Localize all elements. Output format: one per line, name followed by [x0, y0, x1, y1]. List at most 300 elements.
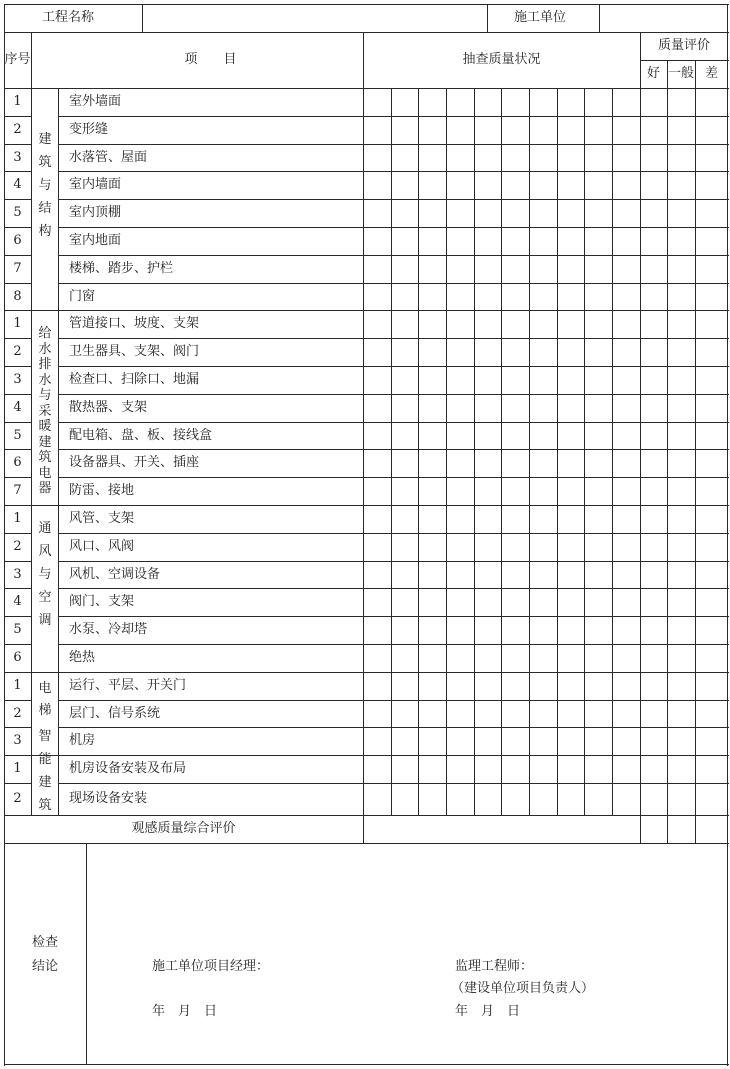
check-cell[interactable] — [419, 395, 446, 422]
check-cell[interactable] — [364, 423, 391, 449]
check-cell[interactable] — [530, 534, 557, 561]
check-cell[interactable] — [419, 172, 446, 199]
check-cell[interactable] — [475, 701, 501, 727]
check-cell[interactable] — [530, 367, 557, 394]
check-cell[interactable] — [447, 450, 474, 477]
check-cell[interactable] — [530, 117, 557, 144]
average-cell[interactable] — [668, 89, 695, 116]
check-cell[interactable] — [392, 423, 418, 449]
check-cell[interactable] — [447, 256, 474, 283]
check-cell[interactable] — [558, 172, 584, 199]
check-cell[interactable] — [392, 395, 418, 422]
check-cell[interactable] — [392, 117, 418, 144]
check-cell[interactable] — [475, 284, 501, 310]
check-cell[interactable] — [364, 228, 391, 255]
check-cell[interactable] — [502, 395, 529, 422]
check-cell[interactable] — [447, 534, 474, 561]
poor-cell[interactable] — [696, 117, 727, 144]
check-cell[interactable] — [613, 756, 640, 783]
check-cell[interactable] — [613, 117, 640, 144]
check-cell[interactable] — [419, 589, 446, 616]
average-cell[interactable] — [668, 756, 695, 783]
check-cell[interactable] — [502, 228, 529, 255]
check-cell[interactable] — [419, 284, 446, 310]
check-cell[interactable] — [475, 89, 501, 116]
check-cell[interactable] — [558, 395, 584, 422]
good-cell[interactable] — [641, 172, 667, 199]
check-cell[interactable] — [475, 367, 501, 394]
check-cell[interactable] — [530, 756, 557, 783]
check-cell[interactable] — [502, 311, 529, 338]
check-cell[interactable] — [419, 562, 446, 588]
check-cell[interactable] — [475, 395, 501, 422]
poor-cell[interactable] — [696, 478, 727, 505]
check-cell[interactable] — [530, 728, 557, 755]
check-cell[interactable] — [475, 450, 501, 477]
check-cell[interactable] — [364, 89, 391, 116]
check-cell[interactable] — [613, 506, 640, 533]
check-cell[interactable] — [392, 589, 418, 616]
average-cell[interactable] — [668, 367, 695, 394]
check-cell[interactable] — [419, 701, 446, 727]
check-cell[interactable] — [585, 728, 612, 755]
good-cell[interactable] — [641, 784, 667, 815]
summary-poor-cell[interactable] — [696, 816, 727, 842]
check-cell[interactable] — [419, 117, 446, 144]
check-cell[interactable] — [364, 117, 391, 144]
check-cell[interactable] — [364, 784, 391, 815]
check-cell[interactable] — [447, 562, 474, 588]
good-cell[interactable] — [641, 145, 667, 171]
good-cell[interactable] — [641, 645, 667, 672]
check-cell[interactable] — [447, 200, 474, 227]
poor-cell[interactable] — [696, 284, 727, 310]
check-cell[interactable] — [585, 200, 612, 227]
check-cell[interactable] — [585, 256, 612, 283]
check-cell[interactable] — [392, 756, 418, 783]
check-cell[interactable] — [558, 311, 584, 338]
check-cell[interactable] — [558, 756, 584, 783]
check-cell[interactable] — [613, 450, 640, 477]
good-cell[interactable] — [641, 589, 667, 616]
check-cell[interactable] — [502, 200, 529, 227]
check-cell[interactable] — [613, 589, 640, 616]
check-cell[interactable] — [419, 89, 446, 116]
check-cell[interactable] — [502, 478, 529, 505]
average-cell[interactable] — [668, 172, 695, 199]
check-cell[interactable] — [613, 728, 640, 755]
check-cell[interactable] — [613, 200, 640, 227]
check-cell[interactable] — [558, 506, 584, 533]
check-cell[interactable] — [392, 701, 418, 727]
check-cell[interactable] — [530, 311, 557, 338]
check-cell[interactable] — [419, 478, 446, 505]
check-cell[interactable] — [613, 395, 640, 422]
good-cell[interactable] — [641, 728, 667, 755]
check-cell[interactable] — [392, 228, 418, 255]
average-cell[interactable] — [668, 784, 695, 815]
check-cell[interactable] — [585, 367, 612, 394]
check-cell[interactable] — [364, 450, 391, 477]
check-cell[interactable] — [558, 423, 584, 449]
good-cell[interactable] — [641, 673, 667, 700]
check-cell[interactable] — [613, 423, 640, 449]
check-cell[interactable] — [613, 673, 640, 700]
check-cell[interactable] — [447, 145, 474, 171]
check-cell[interactable] — [502, 784, 529, 815]
check-cell[interactable] — [613, 228, 640, 255]
check-cell[interactable] — [392, 172, 418, 199]
poor-cell[interactable] — [696, 228, 727, 255]
check-cell[interactable] — [364, 506, 391, 533]
check-cell[interactable] — [502, 701, 529, 727]
check-cell[interactable] — [475, 311, 501, 338]
check-cell[interactable] — [530, 701, 557, 727]
poor-cell[interactable] — [696, 395, 727, 422]
average-cell[interactable] — [668, 339, 695, 366]
check-cell[interactable] — [475, 728, 501, 755]
average-cell[interactable] — [668, 284, 695, 310]
check-cell[interactable] — [419, 673, 446, 700]
check-cell[interactable] — [585, 89, 612, 116]
check-cell[interactable] — [364, 534, 391, 561]
check-cell[interactable] — [613, 645, 640, 672]
check-cell[interactable] — [419, 311, 446, 338]
check-cell[interactable] — [613, 256, 640, 283]
check-cell[interactable] — [613, 311, 640, 338]
check-cell[interactable] — [558, 339, 584, 366]
average-cell[interactable] — [668, 395, 695, 422]
check-cell[interactable] — [613, 339, 640, 366]
check-cell[interactable] — [364, 339, 391, 366]
average-cell[interactable] — [668, 200, 695, 227]
check-cell[interactable] — [447, 89, 474, 116]
check-cell[interactable] — [613, 367, 640, 394]
check-cell[interactable] — [392, 450, 418, 477]
check-cell[interactable] — [502, 172, 529, 199]
check-cell[interactable] — [502, 423, 529, 449]
good-cell[interactable] — [641, 228, 667, 255]
check-cell[interactable] — [558, 534, 584, 561]
check-cell[interactable] — [585, 534, 612, 561]
average-cell[interactable] — [668, 311, 695, 338]
check-cell[interactable] — [530, 284, 557, 310]
check-cell[interactable] — [558, 562, 584, 588]
conclusion-area[interactable] — [88, 845, 724, 1061]
check-cell[interactable] — [419, 200, 446, 227]
average-cell[interactable] — [668, 617, 695, 644]
poor-cell[interactable] — [696, 311, 727, 338]
check-cell[interactable] — [475, 534, 501, 561]
check-cell[interactable] — [419, 145, 446, 171]
check-cell[interactable] — [447, 423, 474, 449]
check-cell[interactable] — [364, 284, 391, 310]
check-cell[interactable] — [585, 701, 612, 727]
check-cell[interactable] — [585, 145, 612, 171]
poor-cell[interactable] — [696, 367, 727, 394]
check-cell[interactable] — [558, 673, 584, 700]
check-cell[interactable] — [419, 645, 446, 672]
check-cell[interactable] — [502, 589, 529, 616]
check-cell[interactable] — [502, 534, 529, 561]
poor-cell[interactable] — [696, 256, 727, 283]
check-cell[interactable] — [585, 423, 612, 449]
check-cell[interactable] — [502, 284, 529, 310]
poor-cell[interactable] — [696, 89, 727, 116]
check-cell[interactable] — [585, 562, 612, 588]
check-cell[interactable] — [558, 284, 584, 310]
poor-cell[interactable] — [696, 756, 727, 783]
average-cell[interactable] — [668, 506, 695, 533]
check-cell[interactable] — [447, 701, 474, 727]
check-cell[interactable] — [392, 784, 418, 815]
check-cell[interactable] — [447, 645, 474, 672]
check-cell[interactable] — [364, 756, 391, 783]
poor-cell[interactable] — [696, 562, 727, 588]
check-cell[interactable] — [613, 172, 640, 199]
check-cell[interactable] — [419, 534, 446, 561]
check-cell[interactable] — [419, 228, 446, 255]
check-cell[interactable] — [364, 145, 391, 171]
poor-cell[interactable] — [696, 423, 727, 449]
check-cell[interactable] — [585, 506, 612, 533]
poor-cell[interactable] — [696, 589, 727, 616]
summary-check-cell[interactable] — [364, 816, 640, 842]
check-cell[interactable] — [613, 534, 640, 561]
check-cell[interactable] — [447, 311, 474, 338]
good-cell[interactable] — [641, 367, 667, 394]
poor-cell[interactable] — [696, 172, 727, 199]
average-cell[interactable] — [668, 145, 695, 171]
check-cell[interactable] — [530, 450, 557, 477]
good-cell[interactable] — [641, 506, 667, 533]
check-cell[interactable] — [585, 339, 612, 366]
check-cell[interactable] — [613, 701, 640, 727]
check-cell[interactable] — [558, 145, 584, 171]
check-cell[interactable] — [447, 339, 474, 366]
check-cell[interactable] — [447, 728, 474, 755]
check-cell[interactable] — [530, 617, 557, 644]
check-cell[interactable] — [502, 117, 529, 144]
check-cell[interactable] — [613, 478, 640, 505]
check-cell[interactable] — [364, 200, 391, 227]
check-cell[interactable] — [475, 589, 501, 616]
check-cell[interactable] — [585, 645, 612, 672]
check-cell[interactable] — [364, 367, 391, 394]
good-cell[interactable] — [641, 756, 667, 783]
check-cell[interactable] — [558, 367, 584, 394]
check-cell[interactable] — [530, 395, 557, 422]
check-cell[interactable] — [447, 228, 474, 255]
average-cell[interactable] — [668, 589, 695, 616]
check-cell[interactable] — [530, 784, 557, 815]
poor-cell[interactable] — [696, 534, 727, 561]
check-cell[interactable] — [392, 478, 418, 505]
poor-cell[interactable] — [696, 200, 727, 227]
check-cell[interactable] — [475, 756, 501, 783]
check-cell[interactable] — [502, 89, 529, 116]
check-cell[interactable] — [558, 784, 584, 815]
check-cell[interactable] — [558, 478, 584, 505]
check-cell[interactable] — [392, 145, 418, 171]
summary-good-cell[interactable] — [641, 816, 667, 842]
good-cell[interactable] — [641, 617, 667, 644]
poor-cell[interactable] — [696, 145, 727, 171]
check-cell[interactable] — [530, 200, 557, 227]
check-cell[interactable] — [392, 89, 418, 116]
check-cell[interactable] — [502, 450, 529, 477]
good-cell[interactable] — [641, 89, 667, 116]
check-cell[interactable] — [502, 506, 529, 533]
average-cell[interactable] — [668, 423, 695, 449]
poor-cell[interactable] — [696, 728, 727, 755]
poor-cell[interactable] — [696, 506, 727, 533]
check-cell[interactable] — [530, 673, 557, 700]
check-cell[interactable] — [558, 228, 584, 255]
poor-cell[interactable] — [696, 673, 727, 700]
poor-cell[interactable] — [696, 450, 727, 477]
check-cell[interactable] — [558, 89, 584, 116]
check-cell[interactable] — [475, 228, 501, 255]
average-cell[interactable] — [668, 534, 695, 561]
good-cell[interactable] — [641, 117, 667, 144]
check-cell[interactable] — [613, 145, 640, 171]
check-cell[interactable] — [530, 645, 557, 672]
check-cell[interactable] — [585, 395, 612, 422]
average-cell[interactable] — [668, 673, 695, 700]
check-cell[interactable] — [475, 645, 501, 672]
check-cell[interactable] — [475, 339, 501, 366]
check-cell[interactable] — [475, 172, 501, 199]
check-cell[interactable] — [585, 228, 612, 255]
good-cell[interactable] — [641, 450, 667, 477]
check-cell[interactable] — [558, 117, 584, 144]
check-cell[interactable] — [558, 617, 584, 644]
good-cell[interactable] — [641, 395, 667, 422]
check-cell[interactable] — [585, 589, 612, 616]
check-cell[interactable] — [558, 645, 584, 672]
check-cell[interactable] — [364, 395, 391, 422]
check-cell[interactable] — [558, 589, 584, 616]
check-cell[interactable] — [613, 89, 640, 116]
check-cell[interactable] — [364, 311, 391, 338]
check-cell[interactable] — [419, 756, 446, 783]
check-cell[interactable] — [475, 200, 501, 227]
check-cell[interactable] — [419, 450, 446, 477]
check-cell[interactable] — [502, 673, 529, 700]
check-cell[interactable] — [530, 256, 557, 283]
check-cell[interactable] — [585, 117, 612, 144]
check-cell[interactable] — [530, 506, 557, 533]
check-cell[interactable] — [447, 589, 474, 616]
check-cell[interactable] — [392, 534, 418, 561]
good-cell[interactable] — [641, 311, 667, 338]
check-cell[interactable] — [364, 645, 391, 672]
average-cell[interactable] — [668, 478, 695, 505]
check-cell[interactable] — [364, 172, 391, 199]
check-cell[interactable] — [558, 701, 584, 727]
check-cell[interactable] — [530, 145, 557, 171]
check-cell[interactable] — [447, 395, 474, 422]
check-cell[interactable] — [502, 562, 529, 588]
check-cell[interactable] — [364, 256, 391, 283]
check-cell[interactable] — [392, 562, 418, 588]
good-cell[interactable] — [641, 701, 667, 727]
check-cell[interactable] — [585, 311, 612, 338]
poor-cell[interactable] — [696, 339, 727, 366]
check-cell[interactable] — [613, 284, 640, 310]
check-cell[interactable] — [392, 311, 418, 338]
check-cell[interactable] — [392, 728, 418, 755]
check-cell[interactable] — [502, 728, 529, 755]
good-cell[interactable] — [641, 478, 667, 505]
check-cell[interactable] — [530, 562, 557, 588]
good-cell[interactable] — [641, 423, 667, 449]
check-cell[interactable] — [558, 450, 584, 477]
check-cell[interactable] — [613, 784, 640, 815]
average-cell[interactable] — [668, 701, 695, 727]
check-cell[interactable] — [530, 228, 557, 255]
check-cell[interactable] — [364, 728, 391, 755]
average-cell[interactable] — [668, 645, 695, 672]
check-cell[interactable] — [502, 645, 529, 672]
check-cell[interactable] — [558, 200, 584, 227]
check-cell[interactable] — [530, 478, 557, 505]
average-cell[interactable] — [668, 117, 695, 144]
poor-cell[interactable] — [696, 617, 727, 644]
check-cell[interactable] — [585, 172, 612, 199]
check-cell[interactable] — [364, 617, 391, 644]
check-cell[interactable] — [419, 423, 446, 449]
check-cell[interactable] — [419, 367, 446, 394]
check-cell[interactable] — [419, 256, 446, 283]
check-cell[interactable] — [447, 367, 474, 394]
average-cell[interactable] — [668, 256, 695, 283]
check-cell[interactable] — [392, 339, 418, 366]
average-cell[interactable] — [668, 228, 695, 255]
check-cell[interactable] — [530, 89, 557, 116]
check-cell[interactable] — [447, 117, 474, 144]
check-cell[interactable] — [419, 339, 446, 366]
check-cell[interactable] — [585, 756, 612, 783]
check-cell[interactable] — [585, 284, 612, 310]
check-cell[interactable] — [502, 617, 529, 644]
summary-average-cell[interactable] — [668, 816, 695, 842]
check-cell[interactable] — [392, 284, 418, 310]
check-cell[interactable] — [502, 256, 529, 283]
poor-cell[interactable] — [696, 784, 727, 815]
check-cell[interactable] — [364, 701, 391, 727]
check-cell[interactable] — [475, 673, 501, 700]
check-cell[interactable] — [447, 478, 474, 505]
good-cell[interactable] — [641, 562, 667, 588]
check-cell[interactable] — [530, 589, 557, 616]
average-cell[interactable] — [668, 450, 695, 477]
check-cell[interactable] — [447, 784, 474, 815]
check-cell[interactable] — [585, 784, 612, 815]
check-cell[interactable] — [392, 617, 418, 644]
check-cell[interactable] — [530, 172, 557, 199]
check-cell[interactable] — [475, 117, 501, 144]
check-cell[interactable] — [585, 478, 612, 505]
check-cell[interactable] — [447, 617, 474, 644]
check-cell[interactable] — [475, 145, 501, 171]
check-cell[interactable] — [419, 728, 446, 755]
poor-cell[interactable] — [696, 701, 727, 727]
good-cell[interactable] — [641, 339, 667, 366]
check-cell[interactable] — [392, 673, 418, 700]
check-cell[interactable] — [475, 506, 501, 533]
